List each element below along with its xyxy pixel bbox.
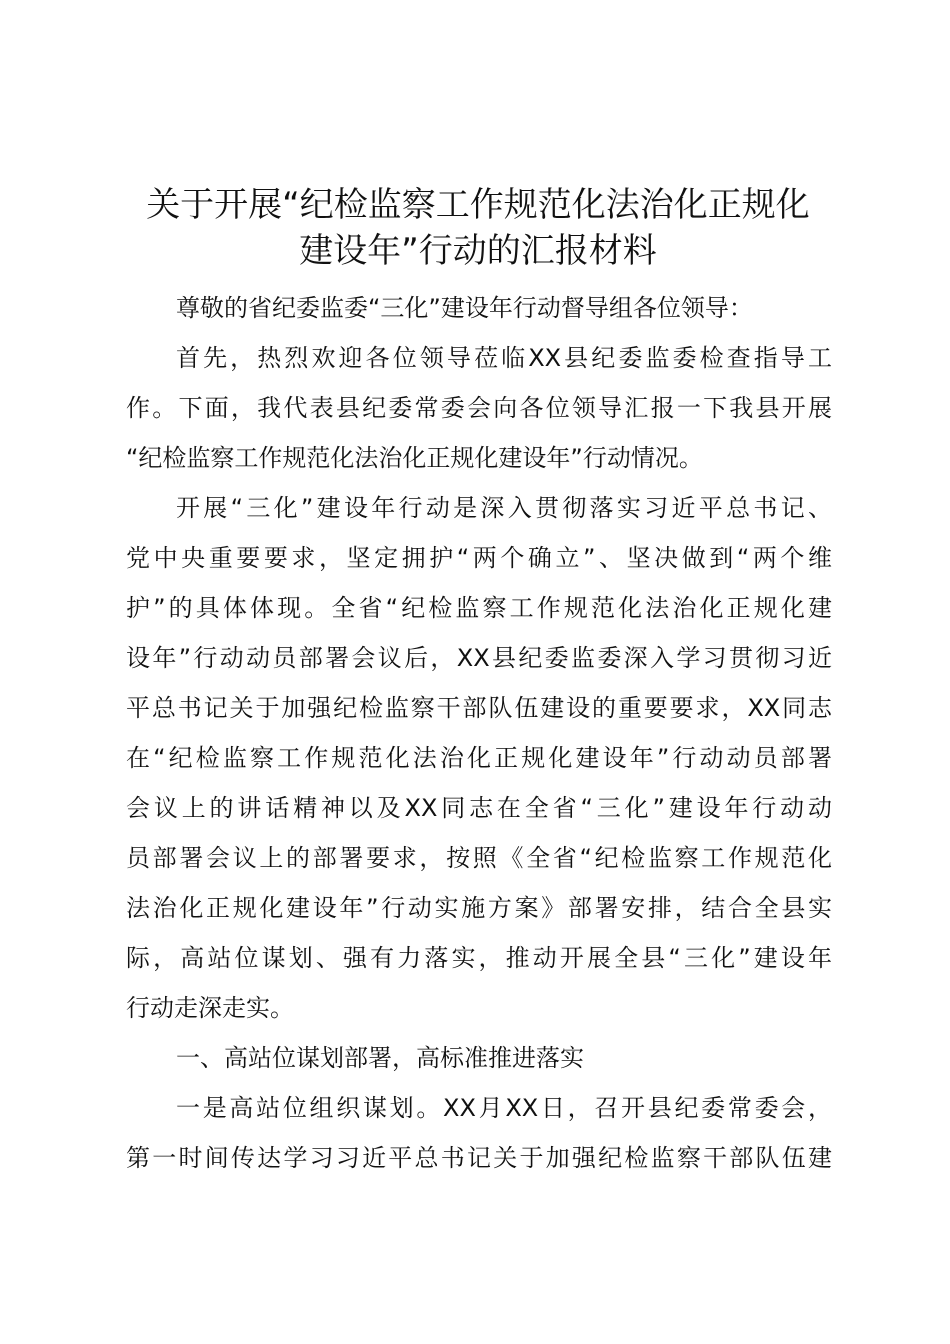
paragraph-line: 会议上的讲话精神以及XX同志在全省“三化”建设年行动动 [126,794,832,822]
paragraph-line: 首先，热烈欢迎各位领导莅临XX县纪委监委检查指导工 [176,344,832,372]
paragraph-background [126,483,832,1033]
paragraph-line: 党中央重要要求，坚定拥护“两个确立”、坚决做到“两个维 [126,544,832,572]
paragraph-line: 法治化正规化建设年”行动实施方案》部署安排，结合全县实 [126,894,832,922]
salutation [126,283,832,333]
paragraph-line: 在“纪检监察工作规范化法治化正规化建设年”行动动员部署 [126,744,832,772]
document-body [126,283,832,1183]
paragraph-line: 平总书记关于加强纪检监察干部队伍建设的重要要求，XX同志 [126,694,832,722]
paragraph-line: 一是高站位组织谋划。XX月XX日，召开县纪委常委会， [176,1094,832,1122]
paragraph-line: 际，高站位谋划、强有力落实，推动开展全县“三化”建设年 [126,944,832,972]
title-line-1: 关于开展“纪检监察工作规范化法治化正规化 [146,185,810,225]
paragraph-line: 第一时间传达学习习近平总书记关于加强纪检监察干部队伍建 [126,1144,832,1172]
paragraph-line: “纪检监察工作规范化法治化正规化建设年”行动情况。 [126,444,703,472]
section-heading-line: 一、高站位谋划部署，高标准推进落实 [176,1044,584,1072]
title-line-2: 建设年”行动的汇报材料 [299,231,657,271]
salutation-line: 尊敬的省纪委监委“三化”建设年行动督导组各位领导： [176,294,753,322]
paragraph-line: 护”的具体体现。全省“纪检监察工作规范化法治化正规化建 [126,594,832,622]
paragraph-line: 员部署会议上的部署要求，按照《全省“纪检监察工作规范化 [126,844,832,872]
paragraph-organization [126,1083,832,1183]
paragraph-line: 开展“三化”建设年行动是深入贯彻落实习近平总书记、 [176,494,832,522]
paragraph-line: 行动走深走实。 [126,994,294,1022]
paragraph-line: 作。下面，我代表县纪委常委会向各位领导汇报一下我县开展 [126,394,832,422]
document-title [126,182,830,274]
paragraph-welcome [126,333,832,483]
paragraph-line: 设年”行动动员部署会议后，XX县纪委监委深入学习贯彻习近 [126,644,832,672]
section-heading-1 [126,1033,832,1083]
